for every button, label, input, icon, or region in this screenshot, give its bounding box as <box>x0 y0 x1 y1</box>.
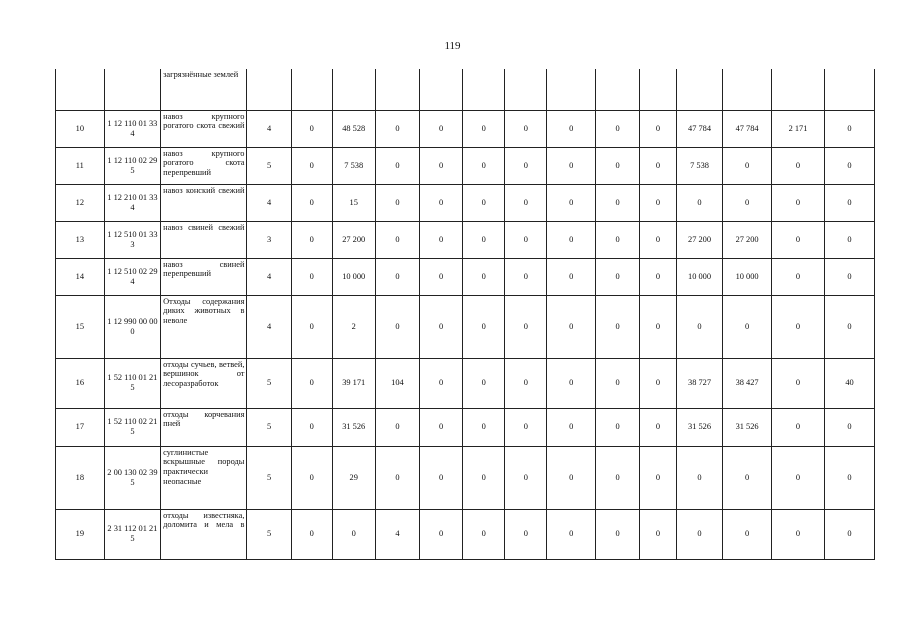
value-cell: 0 <box>771 295 824 358</box>
value-cell: 0 <box>825 110 875 147</box>
value-cell: 0 <box>463 221 505 258</box>
value-cell: 4 <box>247 258 291 295</box>
value-cell: 4 <box>247 110 291 147</box>
row-number-cell: 15 <box>56 295 105 358</box>
value-cell: 27 200 <box>723 221 772 258</box>
value-cell: 0 <box>676 446 722 509</box>
waste-name-cell: отходы корчевания пней <box>161 408 247 446</box>
value-cell: 5 <box>247 147 291 184</box>
value-cell: 0 <box>505 446 547 509</box>
value-cell: 0 <box>505 295 547 358</box>
code-cell: 1 12 110 02 29 5 <box>104 147 160 184</box>
value-cell: 0 <box>640 258 677 295</box>
value-cell: 0 <box>771 221 824 258</box>
value-cell: 7 538 <box>676 147 722 184</box>
table-row <box>56 408 875 446</box>
row-number-cell <box>56 69 105 110</box>
value-cell: 15 <box>332 184 375 221</box>
value-cell: 0 <box>420 258 463 295</box>
value-cell: 47 784 <box>676 110 722 147</box>
value-cell: 0 <box>375 221 419 258</box>
value-cell: 0 <box>375 446 419 509</box>
waste-name-cell: навоз свиней свежий <box>161 221 247 258</box>
page-number: 119 <box>444 40 461 52</box>
value-cell: 0 <box>547 258 596 295</box>
value-cell: 0 <box>505 147 547 184</box>
value-cell: 0 <box>547 184 596 221</box>
value-cell: 0 <box>771 509 824 559</box>
value-cell: 0 <box>505 408 547 446</box>
waste-table <box>55 69 875 560</box>
value-cell: 0 <box>676 295 722 358</box>
waste-name-cell: отходы сучьев, ветвей, вершинок от лесоразработок <box>161 358 247 408</box>
value-cell: 0 <box>547 147 596 184</box>
value-cell: 0 <box>676 509 722 559</box>
value-cell: 0 <box>547 221 596 258</box>
value-cell: 0 <box>596 509 640 559</box>
value-cell: 0 <box>676 184 722 221</box>
value-cell: 0 <box>596 446 640 509</box>
table-row <box>56 295 875 358</box>
value-cell: 29 <box>332 446 375 509</box>
value-cell: 0 <box>596 258 640 295</box>
value-cell: 0 <box>375 258 419 295</box>
value-cell: 5 <box>247 509 291 559</box>
value-cell: 0 <box>291 408 332 446</box>
value-cell: 0 <box>332 509 375 559</box>
value-cell: 0 <box>640 184 677 221</box>
value-cell: 0 <box>596 408 640 446</box>
row-number-cell: 16 <box>56 358 105 408</box>
value-cell: 0 <box>640 110 677 147</box>
value-cell: 0 <box>723 147 772 184</box>
value-cell: 39 171 <box>332 358 375 408</box>
table-row <box>56 446 875 509</box>
value-cell: 0 <box>420 184 463 221</box>
value-cell: 0 <box>291 446 332 509</box>
value-cell: 31 526 <box>332 408 375 446</box>
code-cell <box>104 69 160 110</box>
value-cell: 0 <box>420 358 463 408</box>
code-cell: 1 12 510 02 29 4 <box>104 258 160 295</box>
value-cell: 0 <box>723 509 772 559</box>
value-cell: 0 <box>420 446 463 509</box>
value-cell: 0 <box>547 509 596 559</box>
value-cell: 5 <box>247 446 291 509</box>
value-cell: 48 528 <box>332 110 375 147</box>
value-cell: 0 <box>463 295 505 358</box>
value-cell: 0 <box>375 295 419 358</box>
value-cell: 5 <box>247 408 291 446</box>
value-cell: 0 <box>771 184 824 221</box>
code-cell: 1 52 110 02 21 5 <box>104 408 160 446</box>
table-row <box>56 509 875 559</box>
row-number-cell: 19 <box>56 509 105 559</box>
value-cell: 0 <box>375 110 419 147</box>
value-cell: 0 <box>291 509 332 559</box>
row-number-cell: 14 <box>56 258 105 295</box>
waste-name-cell: навоз крупного рогатого скота свежий <box>161 110 247 147</box>
table-row <box>56 110 875 147</box>
value-cell: 0 <box>640 221 677 258</box>
value-cell: 2 171 <box>771 110 824 147</box>
value-cell: 0 <box>505 258 547 295</box>
waste-name-cell: навоз конский свежий <box>161 184 247 221</box>
value-cell: 10 000 <box>332 258 375 295</box>
value-cell: 10 000 <box>676 258 722 295</box>
value-cell: 0 <box>463 358 505 408</box>
value-cell: 0 <box>825 258 875 295</box>
value-cell: 0 <box>825 221 875 258</box>
value-cell: 10 000 <box>723 258 772 295</box>
value-cell: 0 <box>463 184 505 221</box>
value-cell: 38 727 <box>676 358 722 408</box>
value-cell: 0 <box>420 295 463 358</box>
code-cell: 1 12 110 01 33 4 <box>104 110 160 147</box>
value-cell: 4 <box>375 509 419 559</box>
value-cell: 0 <box>771 258 824 295</box>
value-cell: 0 <box>596 295 640 358</box>
value-cell: 0 <box>825 295 875 358</box>
value-cell: 0 <box>547 408 596 446</box>
value-cell: 27 200 <box>676 221 722 258</box>
value-cell: 0 <box>291 147 332 184</box>
code-cell: 1 52 110 01 21 5 <box>104 358 160 408</box>
value-cell: 0 <box>375 408 419 446</box>
value-cell: 31 526 <box>723 408 772 446</box>
row-number-cell: 18 <box>56 446 105 509</box>
value-cell: 0 <box>825 509 875 559</box>
value-cell: 0 <box>825 408 875 446</box>
value-cell: 0 <box>640 408 677 446</box>
row-number-cell: 17 <box>56 408 105 446</box>
value-cell: 4 <box>247 295 291 358</box>
value-cell: 0 <box>825 147 875 184</box>
value-cell: 0 <box>420 509 463 559</box>
value-cell: 0 <box>420 147 463 184</box>
value-cell: 47 784 <box>723 110 772 147</box>
value-cell: 0 <box>771 446 824 509</box>
value-cell: 0 <box>463 408 505 446</box>
value-cell: 0 <box>291 110 332 147</box>
value-cell: 0 <box>291 184 332 221</box>
code-cell: 2 31 112 01 21 5 <box>104 509 160 559</box>
table-row <box>56 258 875 295</box>
value-cell: 0 <box>463 147 505 184</box>
waste-name-cell: отходы известняка, доломита и мела в <box>161 509 247 559</box>
value-cell: 40 <box>825 358 875 408</box>
table-row <box>56 147 875 184</box>
value-cell: 0 <box>547 295 596 358</box>
code-cell: 1 12 210 01 33 4 <box>104 184 160 221</box>
row-number-cell: 10 <box>56 110 105 147</box>
value-cell: 0 <box>640 509 677 559</box>
value-cell: 0 <box>547 110 596 147</box>
value-cell: 0 <box>291 295 332 358</box>
value-cell: 0 <box>640 295 677 358</box>
value-cell: 0 <box>825 446 875 509</box>
value-cell: 0 <box>723 295 772 358</box>
waste-name-cell: навоз свиней перепревший <box>161 258 247 295</box>
value-cell: 38 427 <box>723 358 772 408</box>
table-row <box>56 221 875 258</box>
table-row <box>56 184 875 221</box>
value-cell: 31 526 <box>676 408 722 446</box>
value-cell: 0 <box>375 184 419 221</box>
value-cell: 0 <box>420 408 463 446</box>
row-number-cell: 12 <box>56 184 105 221</box>
value-cell: 0 <box>291 358 332 408</box>
value-cell: 0 <box>723 184 772 221</box>
value-cell: 7 538 <box>332 147 375 184</box>
value-cell: 0 <box>420 221 463 258</box>
value-cell: 0 <box>723 446 772 509</box>
row-number-cell: 11 <box>56 147 105 184</box>
value-cell: 2 <box>332 295 375 358</box>
value-cell: 4 <box>247 184 291 221</box>
value-cell: 0 <box>505 509 547 559</box>
value-cell: 0 <box>291 221 332 258</box>
value-cell: 0 <box>825 184 875 221</box>
value-cell: 0 <box>771 147 824 184</box>
value-cell: 0 <box>547 446 596 509</box>
value-cell: 0 <box>596 110 640 147</box>
value-cell: 0 <box>505 110 547 147</box>
value-cell: 0 <box>505 221 547 258</box>
value-cell: 27 200 <box>332 221 375 258</box>
row-number-cell: 13 <box>56 221 105 258</box>
value-cell: 0 <box>640 446 677 509</box>
value-cell: 104 <box>375 358 419 408</box>
value-cell: 0 <box>420 110 463 147</box>
value-cell: 0 <box>463 446 505 509</box>
table-row <box>56 358 875 408</box>
value-cell: 0 <box>547 358 596 408</box>
code-cell: 1 12 510 01 33 3 <box>104 221 160 258</box>
waste-name-cell: Отходы содержания диких животных в неволе <box>161 295 247 358</box>
value-cell: 0 <box>463 258 505 295</box>
value-cell: 0 <box>505 358 547 408</box>
waste-name-cell: загрязнённые землей <box>161 69 247 110</box>
value-cell: 0 <box>640 358 677 408</box>
table-row-continuation <box>56 69 875 110</box>
value-cell: 0 <box>771 358 824 408</box>
value-cell: 0 <box>596 221 640 258</box>
value-cell: 0 <box>505 184 547 221</box>
waste-name-cell: навоз крупного рогатого скота перепревший <box>161 147 247 184</box>
value-cell: 0 <box>596 184 640 221</box>
value-cell: 0 <box>463 110 505 147</box>
code-cell: 2 00 130 02 39 5 <box>104 446 160 509</box>
value-cell: 0 <box>640 147 677 184</box>
value-cell: 3 <box>247 221 291 258</box>
value-cell: 0 <box>596 358 640 408</box>
value-cell: 0 <box>771 408 824 446</box>
value-cell: 0 <box>375 147 419 184</box>
waste-name-cell: суглинистые вскрышные породы практически неопасные <box>161 446 247 509</box>
value-cell: 0 <box>596 147 640 184</box>
value-cell: 5 <box>247 358 291 408</box>
value-cell: 0 <box>463 509 505 559</box>
code-cell: 1 12 990 00 00 0 <box>104 295 160 358</box>
value-cell: 0 <box>291 258 332 295</box>
